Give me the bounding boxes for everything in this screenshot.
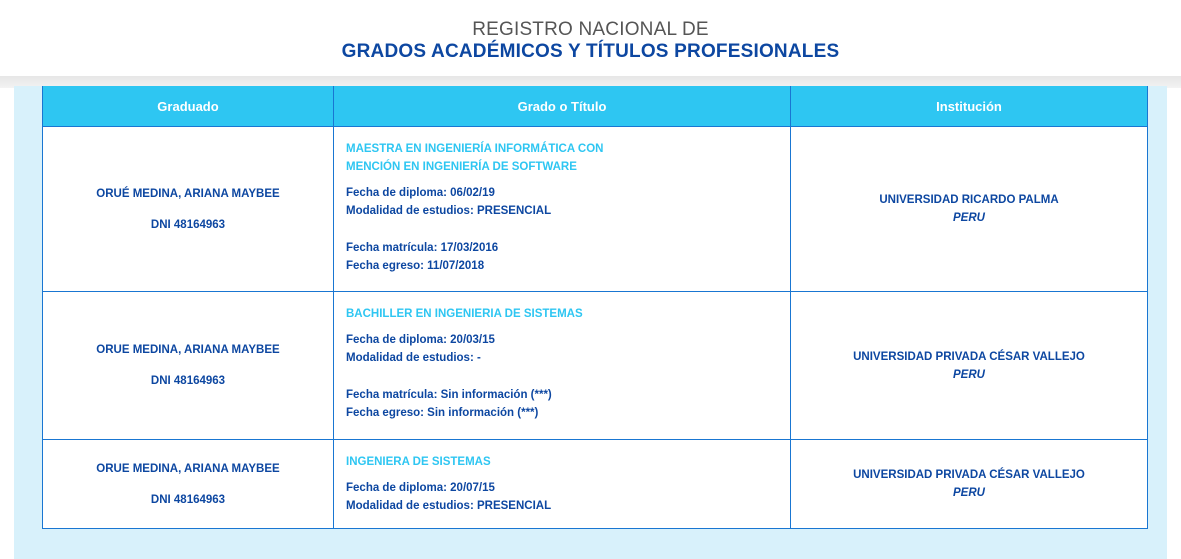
grado-dates xyxy=(346,479,778,515)
institucion-name: UNIVERSIDAD PRIVADA CÉSAR VALLEJO xyxy=(853,350,1085,363)
modalidad: Modalidad de estudios: PRESENCIAL xyxy=(346,205,552,217)
modalidad: Modalidad de estudios: - xyxy=(346,352,481,364)
graduado-name: ORUÉ MEDINA, ARIANA MAYBEE xyxy=(96,187,280,200)
institucion-cell xyxy=(791,292,1148,440)
column-header-grado: Grado o Título xyxy=(334,86,791,127)
fecha-matricula: Fecha matrícula: Sin información (***) xyxy=(346,389,552,401)
column-header-graduado: Graduado xyxy=(43,86,334,127)
modalidad: Modalidad de estudios: PRESENCIAL xyxy=(346,500,552,512)
grado-title: BACHILLER EN INGENIERIA DE SISTEMAS xyxy=(346,308,583,320)
header-title: GRADOS ACADÉMICOS Y TÍTULOS PROFESIONALES xyxy=(341,41,840,62)
results-panel xyxy=(14,86,1167,559)
column-header-institucion: Institución xyxy=(791,86,1148,127)
institucion-name: UNIVERSIDAD RICARDO PALMA xyxy=(879,194,1059,206)
grado-cell xyxy=(334,127,791,292)
graduado-name: ORUE MEDINA, ARIANA MAYBEE xyxy=(96,462,280,475)
grado-title: MAESTRA EN INGENIERÍA INFORMÁTICA CON MENCIÓN EN INGENIERÍA DE SOFTWARE xyxy=(346,143,604,173)
fecha-matricula: Fecha matrícula: 17/03/2016 xyxy=(346,242,499,254)
table-row xyxy=(43,440,1148,529)
graduado-cell xyxy=(43,292,334,440)
page-header xyxy=(0,0,1181,76)
header-subtitle: REGISTRO NACIONAL DE xyxy=(472,19,709,40)
results-table xyxy=(42,86,1148,529)
graduado-dni: DNI 48164963 xyxy=(150,375,226,387)
table-row xyxy=(43,292,1148,440)
institucion-cell xyxy=(791,440,1148,529)
grado-enrollment xyxy=(346,239,778,275)
graduado-cell xyxy=(43,440,334,529)
fecha-diploma: Fecha de diploma: 06/02/19 xyxy=(346,187,495,199)
graduado-dni: DNI 48164963 xyxy=(150,493,226,506)
grado-cell xyxy=(334,440,791,529)
graduado-name: ORUE MEDINA, ARIANA MAYBEE xyxy=(96,344,280,356)
table-header-row xyxy=(43,86,1148,127)
grado-enrollment xyxy=(346,386,778,422)
institucion-country: PERU xyxy=(953,368,985,381)
fecha-diploma: Fecha de diploma: 20/07/15 xyxy=(346,482,495,494)
institucion-cell xyxy=(791,127,1148,292)
institucion-name: UNIVERSIDAD PRIVADA CÉSAR VALLEJO xyxy=(853,469,1085,481)
fecha-egreso: Fecha egreso: Sin información (***) xyxy=(346,407,539,419)
institucion-country: PERU xyxy=(953,212,985,224)
institucion-country: PERU xyxy=(953,487,985,499)
table-row xyxy=(43,127,1148,292)
grado-dates xyxy=(346,331,778,367)
graduado-cell xyxy=(43,127,334,292)
fecha-diploma: Fecha de diploma: 20/03/15 xyxy=(346,334,495,346)
graduado-dni: DNI 48164963 xyxy=(150,218,226,231)
fecha-egreso: Fecha egreso: 11/07/2018 xyxy=(346,260,485,272)
grado-cell xyxy=(334,292,791,440)
grado-title: INGENIERA DE SISTEMAS xyxy=(346,456,491,468)
grado-dates xyxy=(346,184,778,220)
